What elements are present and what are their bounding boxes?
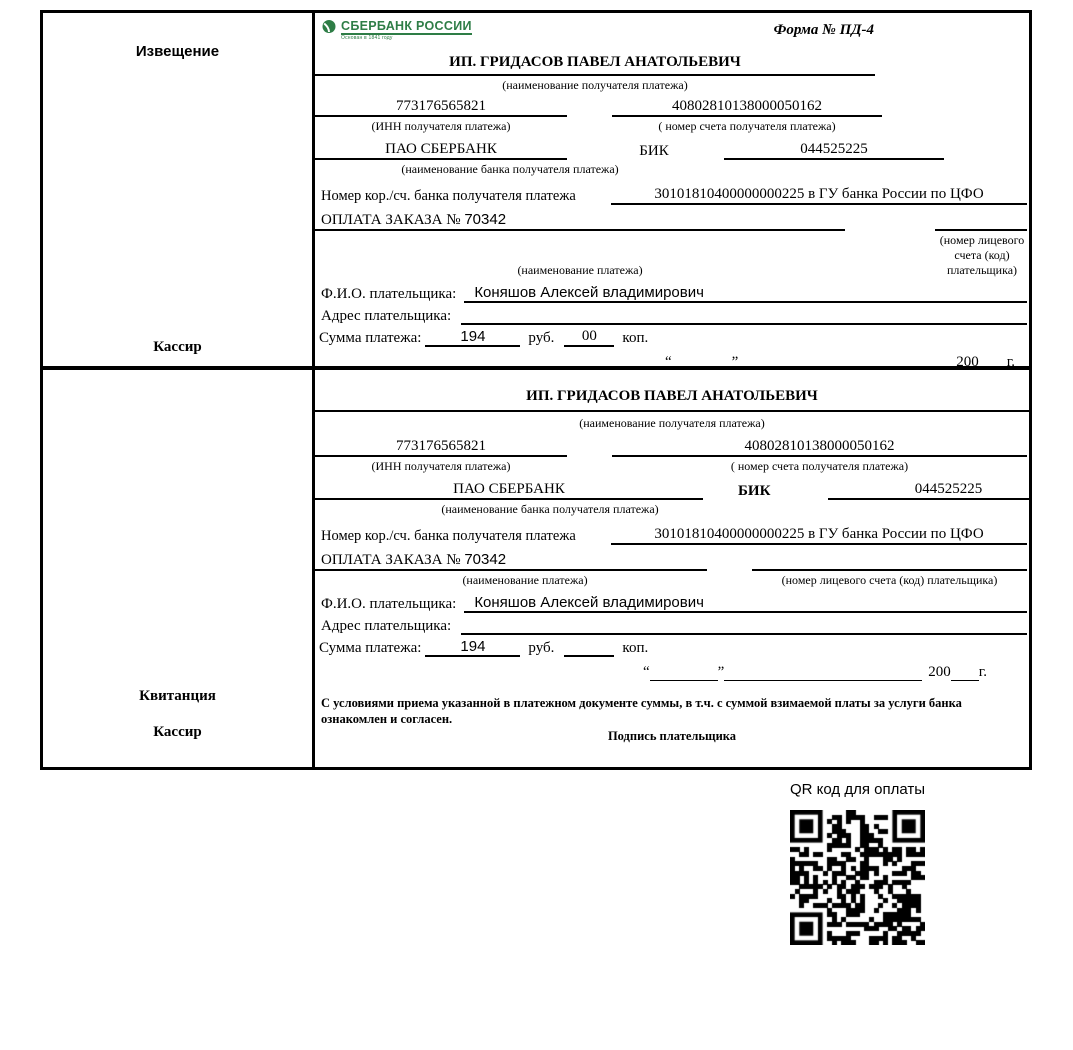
corr-account-label: Номер кор./сч. банка получателя платежа — [321, 188, 576, 204]
date-row — [315, 347, 1029, 366]
corr-account-row — [315, 181, 1029, 205]
payer-name-label-2: Ф.И.О. плательщика: — [321, 596, 457, 612]
payer-address-label-2: Адрес плательщика: — [321, 618, 452, 634]
order-number-2: 70342 — [464, 551, 507, 568]
payment-name-value-2 — [315, 551, 707, 571]
quote-close-2: ” — [717, 664, 725, 680]
bank-caption-row-2 — [315, 500, 1029, 517]
bik-label: БИК — [639, 143, 669, 159]
amount-row-2 — [315, 635, 1029, 657]
receipt-content — [315, 370, 1029, 767]
amount-label-2: Сумма платежа: — [319, 640, 422, 656]
signature-label-2: Подпись плательщика — [607, 729, 737, 743]
payment-name-prefix: ОПЛАТА ЗАКАЗА № — [321, 212, 461, 228]
quote-open: “ — [664, 354, 672, 366]
payer-address-blank-2 — [461, 616, 1027, 635]
amount-label: Сумма платежа: — [319, 330, 422, 346]
sberbank-logo-text: СБЕРБАНК РОССИИ — [341, 19, 472, 33]
form-number: Форма № ПД-4 — [773, 22, 874, 38]
personal-account-caption-2: (номер лицевого счета (код) плательщика) — [781, 573, 998, 587]
inn-account-captions-2 — [315, 457, 1029, 474]
qr-code — [790, 810, 925, 945]
quote-close: ” — [731, 354, 739, 366]
terms-line1-2: С условиями приема указанной в платежном документе суммы, в т.ч. с суммой взимаемой платы за услуги банка — [321, 696, 962, 710]
inn-caption: (ИНН получателя платежа) — [371, 119, 511, 133]
bank-name-value-2: ПАО СБЕРБАНК — [315, 481, 703, 500]
amount-kop-value: 00 — [564, 328, 614, 347]
cashier-label: Кассир — [153, 339, 202, 355]
bank-caption-2: (наименование банка получателя платежа) — [441, 502, 659, 516]
bank-bik-row — [315, 136, 1029, 160]
bank-caption-row — [315, 160, 1029, 177]
payment-caption-2: (наименование платежа) — [462, 573, 588, 587]
year-suffix-2: г. — [978, 664, 987, 680]
corr-account-row-2 — [315, 521, 1029, 545]
rub-label-2: руб. — [528, 640, 555, 656]
inn-caption-2: (ИНН получателя платежа) — [371, 459, 511, 473]
kop-label: коп. — [622, 330, 649, 346]
payer-address-label: Адрес плательщика: — [321, 308, 452, 324]
corr-account-value-2: 30101810400000000225 в ГУ банка России по ЦФО — [611, 526, 1027, 545]
pd4-form-table — [40, 10, 1032, 770]
bank-bik-row-2 — [315, 476, 1029, 500]
header-row — [315, 18, 1029, 54]
amount-row — [315, 325, 1029, 347]
inn-account-row — [315, 95, 1029, 117]
receipt-stub — [43, 370, 315, 767]
account-caption: ( номер счета получателя платежа) — [658, 119, 836, 133]
payment-name-value — [315, 211, 845, 231]
payer-address-row-2 — [315, 613, 1029, 635]
personal-account-blank-2 — [752, 552, 1027, 571]
order-number: 70342 — [464, 211, 507, 228]
recipient-name: ИП. ГРИДАСОВ ПАВЕЛ АНАТОЛЬЕВИЧ — [315, 54, 875, 76]
payer-address-blank — [461, 306, 1027, 325]
recipient-caption: (наименование получателя платежа) — [502, 78, 688, 92]
amount-kop-value-2 — [564, 638, 614, 657]
inn-account-row-2 — [315, 435, 1029, 457]
terms-line2-2: ознакомлен и согласен. — [321, 712, 453, 726]
bank-name-value: ПАО СБЕРБАНК — [315, 141, 567, 160]
payment-name-row-2 — [315, 549, 1029, 571]
corr-account-label-2: Номер кор./сч. банка получателя платежа — [321, 528, 576, 544]
amount-rub-value-2: 194 — [425, 638, 520, 657]
recipient-name-2: ИП. ГРИДАСОВ ПАВЕЛ АНАТОЛЬЕВИЧ — [315, 388, 1029, 412]
account-caption-2: ( номер счета получателя платежа) — [730, 459, 909, 473]
notice-section — [43, 13, 1029, 370]
payer-name-value-2: Коняшов Алексей владимирович — [464, 594, 1027, 613]
sberbank-emblem-icon — [321, 18, 337, 39]
bank-caption: (наименование банка получателя платежа) — [401, 162, 619, 176]
payment-captions-row-2 — [315, 571, 1029, 588]
rub-label: руб. — [528, 330, 555, 346]
receipt-section — [43, 370, 1029, 767]
corr-account-value: 30101810400000000225 в ГУ банка России по ЦФО — [611, 186, 1027, 205]
payer-name-row-2 — [315, 590, 1029, 613]
kop-label-2: коп. — [622, 640, 649, 656]
bik-value: 044525225 — [724, 141, 944, 160]
notice-stub — [43, 13, 315, 366]
inn-value-2: 773176565821 — [315, 438, 567, 457]
sberbank-logo-subtext: Основан в 1841 году — [341, 35, 393, 41]
notice-title: Извещение — [135, 43, 220, 60]
quote-open-2: “ — [642, 664, 650, 680]
bik-value-2: 044525225 — [828, 481, 1029, 500]
year-value-2: 200 — [928, 664, 951, 680]
payment-caption: (наименование платежа) — [517, 263, 643, 277]
notice-content — [315, 13, 1029, 366]
payer-name-label: Ф.И.О. плательщика: — [321, 286, 457, 302]
payer-name-row — [315, 280, 1029, 303]
receipt-title: Квитанция — [139, 688, 216, 704]
personal-account-blank — [935, 212, 1027, 231]
inn-value: 773176565821 — [315, 98, 567, 117]
qr-title: QR код для оплаты — [789, 781, 925, 798]
payer-address-row — [315, 303, 1029, 325]
payment-name-prefix-2: ОПЛАТА ЗАКАЗА № — [321, 552, 461, 568]
date-row-2 — [315, 657, 1029, 681]
bik-label-2: БИК — [738, 483, 771, 499]
qr-block — [775, 781, 940, 950]
cashier-label-2: Кассир — [153, 724, 202, 740]
year-value: 200 — [956, 354, 979, 366]
account-value: 40802810138000050162 — [612, 98, 882, 117]
year-suffix: г. — [1006, 354, 1015, 366]
payer-name-value: Коняшов Алексей владимирович — [464, 284, 1027, 303]
personal-account-caption: (номер лицевого счета (код) плательщика) — [939, 233, 1025, 277]
sberbank-logo — [321, 18, 472, 41]
payment-captions-row — [315, 231, 1029, 278]
amount-rub-value: 194 — [425, 328, 520, 347]
account-value-2: 40802810138000050162 — [612, 438, 1027, 457]
terms-block-2 — [315, 695, 1029, 727]
inn-account-captions — [315, 117, 1029, 134]
recipient-caption-2: (наименование получателя платежа) — [579, 416, 765, 430]
payment-name-row — [315, 209, 1029, 231]
